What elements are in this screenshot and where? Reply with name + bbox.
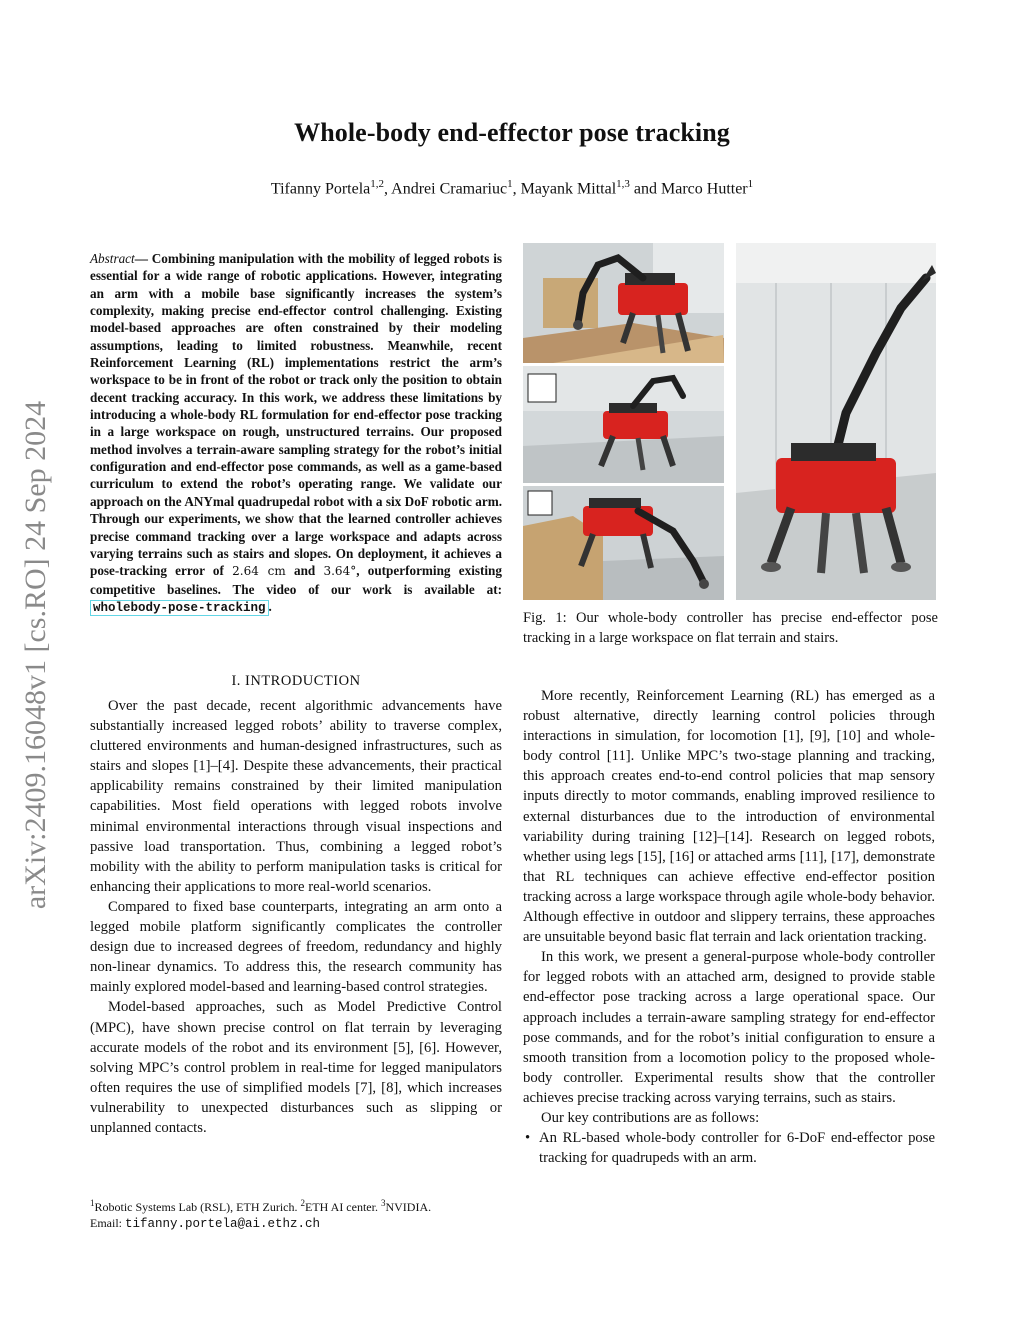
figure-panel-flat-terrain bbox=[736, 243, 936, 600]
robot-photo-1 bbox=[523, 243, 724, 363]
figure-panel-stairs-bottom bbox=[523, 486, 724, 600]
author-affiliation: 1,3 bbox=[616, 178, 630, 190]
author-name: Andrei Cramariuc bbox=[391, 180, 508, 198]
footnote-mark: 1 bbox=[90, 1198, 95, 1208]
abstract-text: Combining manipulation with the mobility of legged robots is essential for a wide range of robotic applications. However, integrating an arm with a mobile base significantly increases the system’s complexity, making precise end-effector control challenging. Existing model-based approaches are often constrained by their modeling assumptions, leading to limited robustness. Meanwhile, recent Reinforcement Learning (RL) implementations restrict the arm’s workspace to be in front of the robot or track only the position to obtain decent tracking accuracy. In this work, we address these limitations by introducing a whole-body RL formulation for end-effector pose tracking in a large workspace on rough, unstructured terrains. Our proposed method involves a terrain-aware sampling strategy for the robot’s initial configuration and end-effector pose commands, as well as a game-based curriculum to extend the robot’s operating range. We validate our approach on the ANYmal quadrupedal robot with a six DoF robotic arm. Through our experiments, we show that the learned controller achieves precise command tracking over a large workspace and adapts across varying terrains such as stairs and slopes. On deployment, it achieves a pose-tracking error of bbox=[90, 251, 502, 579]
right-column-text bbox=[523, 686, 935, 1168]
author-name: Mayank Mittal bbox=[520, 180, 617, 198]
footnote-email[interactable]: tifanny.portela@ai.ethz.ch bbox=[125, 1217, 321, 1231]
video-link[interactable]: wholebody-pose-tracking bbox=[90, 600, 269, 616]
figure-panel-stairs-middle bbox=[523, 366, 724, 483]
figure-1 bbox=[523, 243, 936, 600]
paper-title: Whole-body end-effector pose tracking bbox=[294, 118, 730, 147]
bullet-icon: • bbox=[525, 1130, 531, 1147]
abstract bbox=[90, 250, 502, 617]
left-column-text bbox=[90, 696, 502, 1138]
intro-paragraph: Over the past decade, recent algorithmic advancements have substantially increased legged robots’ ability to traverse complex, cluttered environments and human-designed infrastructures, such as stairs and slopes [1]–[4]. Despite these advancements, their practical applicability remains constrained by their limited manipulation capabilities. Most field operations with legged robots involve minimal environmental interactions through visual inspections and passive load transportation. Thus, combining a legged robot’s mobility with the ability to perform manipulation tasks is critical for enhancing their applications to more real-world scenarios. bbox=[90, 698, 502, 895]
footnote-email-label: Email: bbox=[90, 1216, 125, 1230]
intro-paragraph: Compared to fixed base counterparts, integrating an arm onto a legged mobile platform significantly complicates the controller design due to increased degrees of freedom, redundancy and highly non-linear dynamics. To address this, the research community has mainly explored model-based and learning-based control strategies. bbox=[90, 898, 502, 996]
author-separator: , bbox=[512, 180, 521, 198]
author-name: Tifanny Portela bbox=[270, 180, 371, 198]
figure-caption: Fig. 1: Our whole-body controller has precise end-effector pose tracking in a large workspace on flat terrain and stairs. bbox=[523, 610, 938, 646]
abstract-text: , outperforming existing competitive baselines. The video of our work is available at: bbox=[90, 563, 502, 597]
robot-photo-2 bbox=[523, 366, 724, 483]
author-list bbox=[0, 178, 1024, 198]
footnote-mark: 2 bbox=[300, 1198, 305, 1208]
author-separator: and bbox=[629, 180, 661, 198]
rotation-error-value: 3.64° bbox=[323, 564, 357, 579]
abstract-text: and bbox=[285, 563, 324, 579]
author-affiliation: 1,2 bbox=[370, 178, 385, 190]
abstract-label: Abstract bbox=[90, 251, 135, 266]
list-item bbox=[523, 1128, 935, 1168]
footnote-text: ETH AI center. bbox=[304, 1200, 381, 1214]
intro-paragraph: Our key contributions are as follows: bbox=[541, 1109, 760, 1126]
author-name: Marco Hutter bbox=[661, 180, 748, 198]
arxiv-identifier: arXiv:2409.16048v1 [cs.RO] 24 Sep 2024 bbox=[19, 400, 52, 910]
intro-paragraph: More recently, Reinforcement Learning (RL) has emerged as a robust alternative, directly learning control policies through interactions in simulation, for locomotion [1], [9], [10] and whole-body control [11]. Unlike MPC’s two-stage planning and tracking, this approach creates end-to-end control policies that map sensory inputs directly to motor commands, enabling improved resilience to external disturbances due to the introduction of environmental variability during training [12]–[14]. Research on legged robots, whether using legs [15], [16] or attached arms [11], [17], demonstrate that RL techniques can achieve effective end-effector position tracking across a large workspace through agile whole-body behavior. Although effective in outdoor and slippery terrains, these approaches are unsuitable beyond basic flat terrain and lack orientation tracking. bbox=[523, 688, 935, 946]
contribution-text: An RL-based whole-body controller for 6-DoF end-effector pose tracking for quadrupeds with an arm. bbox=[539, 1130, 935, 1167]
author-separator: , bbox=[384, 180, 392, 198]
robot-photo-4 bbox=[736, 243, 936, 600]
contributions-list bbox=[523, 1128, 935, 1168]
abstract-text: . bbox=[268, 598, 272, 614]
footnote bbox=[90, 1195, 502, 1232]
author-affiliation: 1 bbox=[507, 178, 513, 190]
footnote-text: Robotic Systems Lab (RSL), ETH Zurich. bbox=[94, 1200, 301, 1214]
abstract-dash: — bbox=[134, 251, 148, 266]
intro-paragraph: Model-based approaches, such as Model Predictive Control (MPC), have shown precise control on flat terrain by leveraging accurate models of the robot and its environment [5], [6]. However, solving MPC’s control problem in real-time for legged manipulators often requires the use of simplified models [7], [8], which increases vulnerability to unexpected disturbances such as slipping or unplanned contacts. bbox=[90, 999, 502, 1136]
section-heading: I. INTRODUCTION bbox=[231, 673, 361, 689]
author-affiliation: 1 bbox=[747, 178, 754, 190]
figure-panel-stairs-top bbox=[523, 243, 724, 363]
footnote-text: NVIDIA. bbox=[385, 1200, 432, 1214]
footnote-mark: 3 bbox=[380, 1198, 386, 1208]
arxiv-sidebar bbox=[8, 345, 64, 965]
robot-photo-3 bbox=[523, 486, 724, 600]
position-error-value: 2.64 cm bbox=[232, 564, 286, 579]
intro-paragraph: In this work, we present a general-purpose whole-body controller for legged robots with an attached arm, designed to provide stable end-effector pose tracking across a large operational space. Our approach includes a terrain-aware sampling strategy for end-effector pose commands, and for the robot’s initial configuration to ensure a smooth transition from a locomotion policy to the proposed whole-body controller. Experimental results show that the controller achieves precise tracking across varying terrains, such as stairs. bbox=[523, 949, 935, 1106]
